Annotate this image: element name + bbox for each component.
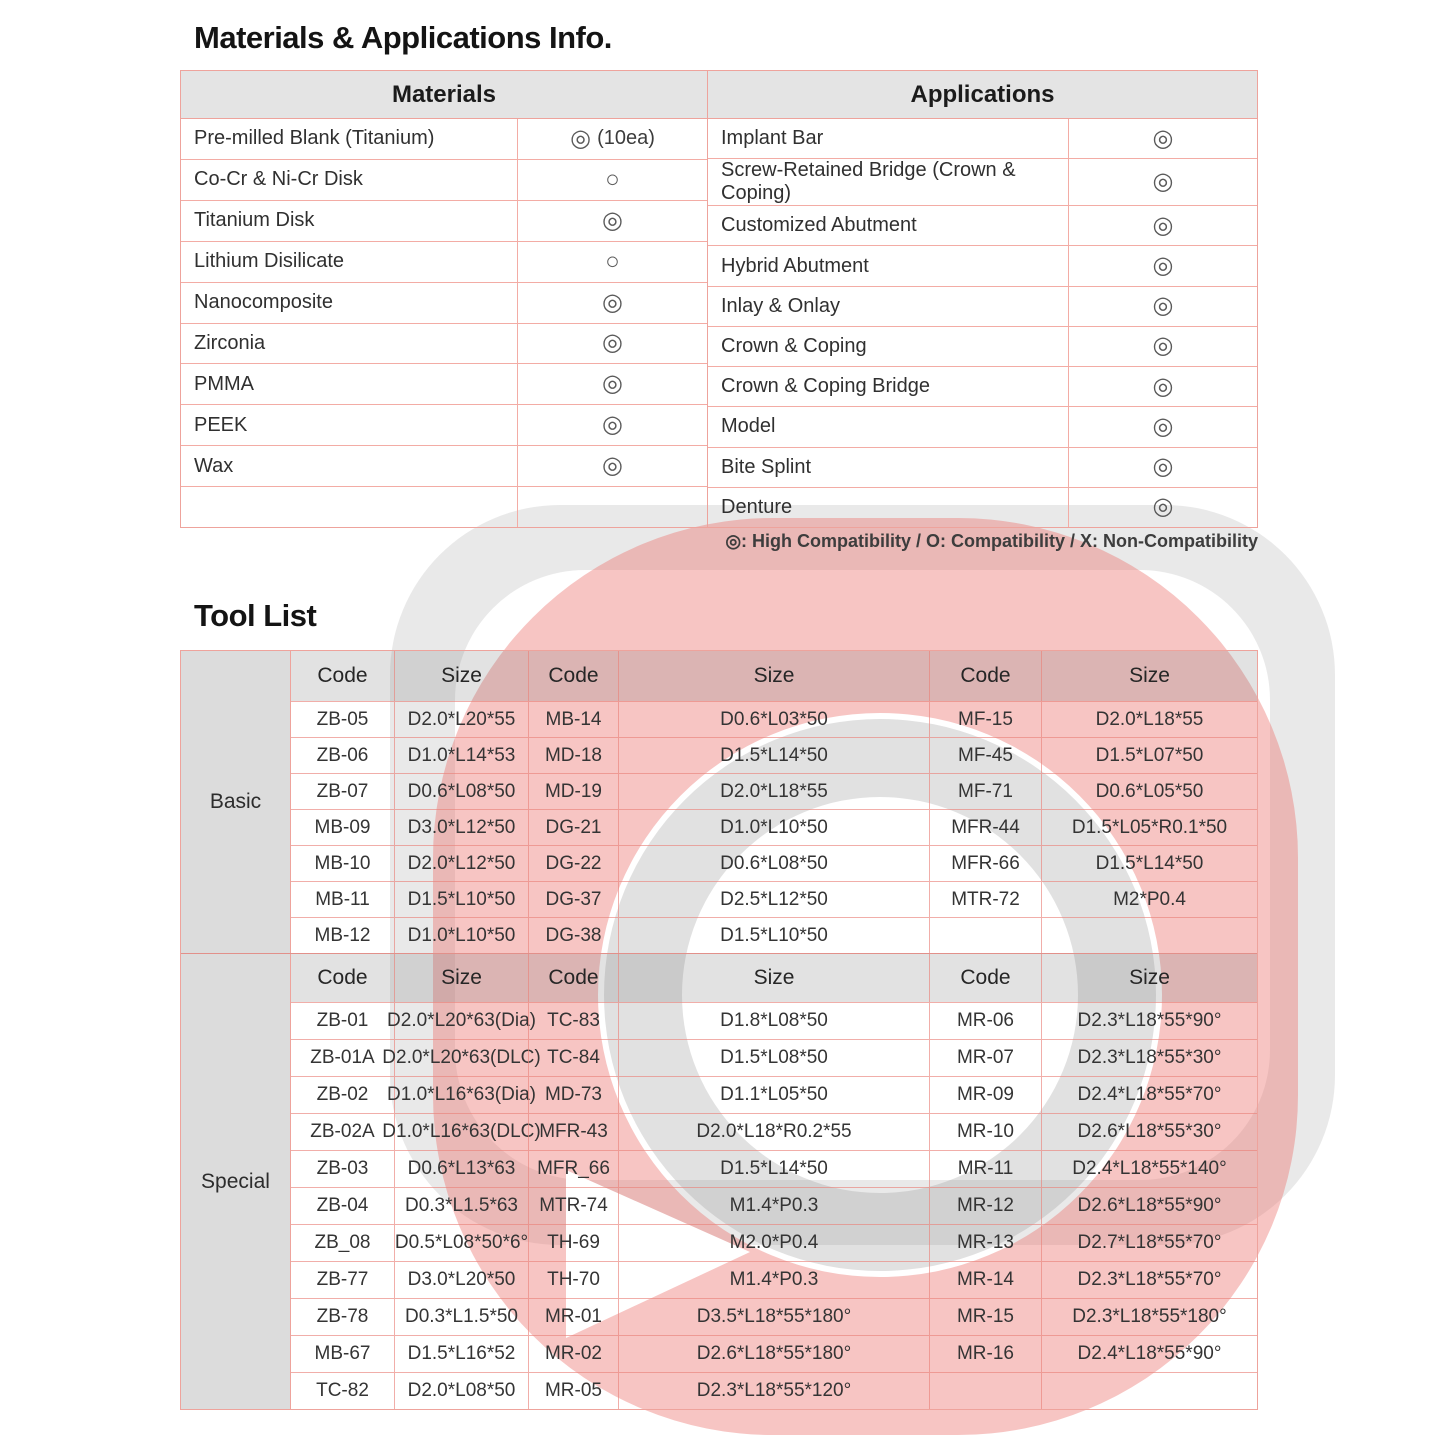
tool-size-cell: D1.8*L08*50: [618, 1003, 929, 1039]
materials-section-title: Materials & Applications Info.: [194, 20, 612, 55]
application-row: [708, 206, 1257, 246]
tool-size-cell: D2.0*L18*55: [618, 774, 929, 809]
tool-size-cell: D2.6*L18*55*30°: [1041, 1114, 1257, 1150]
tool-size-cell: D2.7*L18*55*70°: [1041, 1225, 1257, 1261]
tool-code-cell: MF-71: [929, 774, 1041, 809]
application-row: [708, 488, 1257, 527]
tool-size-cell: D2.3*L18*55*120°: [618, 1373, 929, 1409]
tool-size-cell: D0.3*L1.5*63: [394, 1188, 528, 1224]
tool-row: [291, 1335, 1257, 1372]
tool-code-cell: MR-07: [929, 1040, 1041, 1076]
tool-code-cell: ZB-04: [316, 1195, 369, 1216]
tool-size-cell: D2.0*L18*55: [1041, 702, 1257, 737]
tool-size-cell: D1.5*L07*50: [1041, 738, 1257, 773]
tool-code-cell: MB-09: [314, 816, 371, 838]
tool-row: [291, 917, 1257, 953]
tool-size-cell: M1.4*P0.3: [618, 1262, 929, 1298]
tool-code-cell: MF-15: [929, 702, 1041, 737]
material-row: [181, 405, 707, 446]
code-column-header: Code: [317, 966, 368, 989]
tool-size-cell: D1.1*L05*50: [618, 1077, 929, 1113]
material-compatibility-symbol: ◎: [602, 329, 623, 357]
material-row: [181, 364, 707, 405]
application-row: [708, 246, 1257, 286]
application-compatibility-symbol: ◎: [1152, 332, 1174, 360]
tool-size-cell: D0.6*L03*50: [618, 702, 929, 737]
tool-size-cell: D1.5*L14*50: [1041, 846, 1257, 881]
code-column-header: Code: [929, 954, 1041, 1002]
application-name: Crown & Coping: [708, 327, 1069, 366]
tool-size-cell: [1041, 1373, 1257, 1409]
tool-section-label: Special: [181, 954, 291, 1409]
tool-code-cell: MB-10: [314, 852, 371, 874]
tool-code-cell: ZB-03: [316, 1158, 369, 1179]
tool-code-cell: MR-15: [929, 1299, 1041, 1335]
tool-code-cell: ZB-77: [316, 1269, 369, 1290]
tool-section-basic: [181, 651, 1257, 953]
tool-row: [291, 845, 1257, 881]
tool-size-cell: M2*P0.4: [1041, 882, 1257, 917]
tool-code-cell: ZB-78: [316, 1306, 369, 1327]
tool-code-cell: DG-38: [528, 918, 618, 953]
size-column-header: Size: [394, 954, 528, 1002]
tool-code-cell: MTR-74: [528, 1188, 618, 1224]
tool-size-cell: D2.3*L18*55*180°: [1041, 1299, 1257, 1335]
tool-size-cell: D0.6*L08*50: [618, 846, 929, 881]
tool-row: [291, 701, 1257, 737]
tool-code-cell: MB-14: [528, 702, 618, 737]
tool-code-cell: ZB-05: [316, 708, 369, 730]
tool-code-cell: [929, 1373, 1041, 1409]
tool-header-row: [291, 651, 1257, 701]
tool-size-cell: D0.6*L05*50: [1041, 774, 1257, 809]
application-compatibility-symbol: ◎: [1152, 493, 1174, 521]
material-compatibility-symbol: ◎: [602, 288, 623, 316]
code-column-header: Code: [528, 651, 618, 701]
application-row: [708, 119, 1257, 159]
tool-size-cell: D2.6*L18*55*180°: [618, 1336, 929, 1372]
tool-size-cell: D3.0*L20*50: [394, 1262, 528, 1298]
material-row: [181, 242, 707, 283]
material-name: PEEK: [181, 405, 518, 445]
tool-size-cell: [1041, 918, 1257, 953]
material-name: Zirconia: [181, 324, 518, 364]
tool-code-cell: MR-11: [929, 1151, 1041, 1187]
tool-row: [291, 1187, 1257, 1224]
size-column-header: Size: [618, 954, 929, 1002]
application-compatibility-symbol: ◎: [1152, 453, 1174, 481]
tool-list-table: [180, 650, 1258, 1410]
tool-code-cell: TC-82: [316, 1380, 369, 1401]
tool-code-cell: ZB_08: [314, 1232, 371, 1253]
tool-code-cell: MR-10: [929, 1114, 1041, 1150]
tool-size-cell: D1.0*L16*63(DLC): [394, 1114, 528, 1150]
application-compatibility-symbol: ◎: [1152, 372, 1174, 400]
tool-code-cell: MR-14: [929, 1262, 1041, 1298]
tool-size-cell: M2.0*P0.4: [618, 1225, 929, 1261]
tool-row: [291, 1113, 1257, 1150]
tool-size-cell: D2.0*L12*50: [394, 846, 528, 881]
material-name: Co-Cr & Ni-Cr Disk: [181, 160, 518, 200]
material-compatibility-symbol: ◎ (10ea): [570, 124, 655, 152]
tool-code-cell: ZB-01: [316, 1010, 369, 1031]
materials-applications-table: [180, 70, 1258, 528]
material-row: [181, 446, 707, 487]
applications-column-header: Applications: [910, 80, 1055, 108]
tool-row: [291, 881, 1257, 917]
tool-section-special: [181, 953, 1257, 1409]
tool-size-cell: D2.5*L12*50: [618, 882, 929, 917]
tool-size-cell: D2.6*L18*55*90°: [1041, 1188, 1257, 1224]
code-column-header: Code: [317, 664, 368, 687]
tool-size-cell: D1.5*L14*50: [618, 1151, 929, 1187]
tool-header-row: [291, 954, 1257, 1002]
tool-code-cell: MTR-72: [929, 882, 1041, 917]
tool-size-cell: D1.5*L16*52: [394, 1336, 528, 1372]
material-name: Wax: [181, 446, 518, 486]
tool-size-cell: D2.4*L18*55*140°: [1041, 1151, 1257, 1187]
tool-size-cell: D0.3*L1.5*50: [394, 1299, 528, 1335]
application-name: Implant Bar: [708, 119, 1069, 158]
tool-code-cell: ZB-02A: [310, 1121, 375, 1142]
materials-table-header-row: [181, 71, 1257, 119]
application-name: Bite Splint: [708, 448, 1069, 487]
tool-row: [291, 1261, 1257, 1298]
tool-list-title: Tool List: [194, 598, 317, 633]
code-column-header: Code: [528, 954, 618, 1002]
material-name: Titanium Disk: [181, 201, 518, 241]
tool-size-cell: D2.0*L08*50: [394, 1373, 528, 1409]
tool-code-cell: MB-12: [314, 924, 371, 946]
material-name: PMMA: [181, 364, 518, 404]
tool-size-cell: D0.6*L13*63: [394, 1151, 528, 1187]
tool-code-cell: TH-70: [528, 1262, 618, 1298]
tool-code-cell: MB-67: [314, 1343, 371, 1364]
tool-size-cell: D0.6*L08*50: [394, 774, 528, 809]
tool-code-cell: TC-84: [528, 1040, 618, 1076]
material-compatibility-symbol: ◎: [602, 411, 623, 439]
tool-code-cell: MD-19: [528, 774, 618, 809]
tool-size-cell: D2.3*L18*55*90°: [1041, 1003, 1257, 1039]
application-compatibility-symbol: ◎: [1152, 412, 1174, 440]
tool-code-cell: MR-16: [929, 1336, 1041, 1372]
tool-size-cell: D2.0*L18*R0.2*55: [618, 1114, 929, 1150]
size-column-header: Size: [618, 651, 929, 701]
materials-column-header: Materials: [181, 71, 708, 118]
application-name: Denture: [708, 488, 1069, 527]
tool-code-cell: DG-22: [528, 846, 618, 881]
tool-size-cell: D0.5*L08*50*6°: [394, 1225, 528, 1261]
tool-code-cell: TH-69: [528, 1225, 618, 1261]
tool-size-cell: D1.5*L10*50: [394, 882, 528, 917]
tool-row: [291, 773, 1257, 809]
tool-row: [291, 1150, 1257, 1187]
tool-size-cell: D1.5*L08*50: [618, 1040, 929, 1076]
tool-code-cell: ZB-02: [316, 1084, 369, 1105]
material-name: Lithium Disilicate: [181, 242, 518, 282]
application-row: [708, 287, 1257, 327]
tool-code-cell: [929, 918, 1041, 953]
tool-code-cell: MR-12: [929, 1188, 1041, 1224]
tool-code-cell: MFR-44: [929, 810, 1041, 845]
tool-size-cell: M1.4*P0.3: [618, 1188, 929, 1224]
size-column-header: Size: [1041, 651, 1257, 701]
tool-code-cell: MD-18: [528, 738, 618, 773]
tool-code-cell: MR-05: [528, 1373, 618, 1409]
tool-row: [291, 1002, 1257, 1039]
tool-row: [291, 809, 1257, 845]
application-row: [708, 448, 1257, 488]
size-column-header: Size: [1041, 954, 1257, 1002]
application-row: [708, 159, 1257, 206]
tool-size-cell: D1.5*L10*50: [618, 918, 929, 953]
tool-code-cell: MD-73: [528, 1077, 618, 1113]
tool-size-cell: D1.0*L16*63(Dia): [394, 1077, 528, 1113]
material-compatibility-symbol: ◎: [602, 370, 623, 398]
tool-row: [291, 1039, 1257, 1076]
tool-code-cell: MR-09: [929, 1077, 1041, 1113]
material-row: [181, 283, 707, 324]
tool-code-cell: ZB-06: [316, 744, 369, 766]
application-compatibility-symbol: ◎: [1152, 252, 1174, 280]
application-name: Model: [708, 407, 1069, 446]
application-name: Customized Abutment: [708, 206, 1069, 245]
application-compatibility-symbol: ◎: [1152, 211, 1174, 239]
application-row: [708, 407, 1257, 447]
tool-code-cell: MFR_66: [528, 1151, 618, 1187]
application-compatibility-symbol: ◎: [1152, 124, 1174, 152]
tool-code-cell: MFR-66: [929, 846, 1041, 881]
material-name: [181, 487, 518, 527]
tool-code-cell: MB-11: [315, 888, 370, 910]
material-compatibility-symbol: [518, 487, 707, 527]
material-compatibility-symbol: ○: [605, 247, 620, 275]
material-compatibility-symbol: ◎: [602, 206, 623, 234]
tool-size-cell: D1.0*L14*53: [394, 738, 528, 773]
size-column-header: Size: [394, 651, 528, 701]
material-name: Pre-milled Blank (Titanium): [181, 119, 518, 159]
tool-size-cell: D1.0*L10*50: [618, 810, 929, 845]
code-column-header: Code: [929, 651, 1041, 701]
tool-size-cell: D2.0*L20*63(DLC): [394, 1040, 528, 1076]
tool-size-cell: D2.4*L18*55*70°: [1041, 1077, 1257, 1113]
materials-column: [181, 119, 708, 527]
compatibility-legend: ◎: High Compatibility / O: Compatibility / X: Non-Compatibility: [725, 531, 1258, 551]
tool-code-cell: ZB-07: [316, 780, 369, 802]
tool-section-label: Basic: [181, 651, 291, 953]
tool-size-cell: D1.5*L14*50: [618, 738, 929, 773]
application-name: Crown & Coping Bridge: [708, 367, 1069, 406]
tool-code-cell: MF-45: [929, 738, 1041, 773]
tool-size-cell: D2.3*L18*55*30°: [1041, 1040, 1257, 1076]
tool-code-cell: ZB-01A: [310, 1047, 375, 1068]
material-quantity-note: (10ea): [597, 127, 655, 150]
tool-size-cell: D3.5*L18*55*180°: [618, 1299, 929, 1335]
application-row: [708, 367, 1257, 407]
tool-code-cell: TC-83: [528, 1003, 618, 1039]
tool-size-cell: D1.0*L10*50: [394, 918, 528, 953]
tool-size-cell: D2.0*L20*63(Dia): [394, 1003, 528, 1039]
material-row: [181, 324, 707, 365]
tool-size-cell: D2.0*L20*55: [394, 702, 528, 737]
tool-row: [291, 1298, 1257, 1335]
tool-size-cell: D2.3*L18*55*70°: [1041, 1262, 1257, 1298]
tool-code-cell: MR-13: [929, 1225, 1041, 1261]
application-row: [708, 327, 1257, 367]
applications-column: [708, 119, 1257, 527]
tool-row: [291, 1224, 1257, 1261]
application-name: Inlay & Onlay: [708, 287, 1069, 326]
tool-code-cell: DG-21: [528, 810, 618, 845]
tool-row: [291, 1372, 1257, 1409]
material-row: [181, 201, 707, 242]
tool-code-cell: MR-06: [929, 1003, 1041, 1039]
tool-size-cell: D1.5*L05*R0.1*50: [1041, 810, 1257, 845]
tool-size-cell: D2.4*L18*55*90°: [1041, 1336, 1257, 1372]
material-compatibility-symbol: ◎: [602, 452, 623, 480]
tool-code-cell: MFR-43: [528, 1114, 618, 1150]
material-row: [181, 160, 707, 201]
tool-code-cell: DG-37: [528, 882, 618, 917]
application-name: Screw-Retained Bridge (Crown & Coping): [708, 159, 1069, 205]
application-compatibility-symbol: ◎: [1152, 292, 1174, 320]
tool-code-cell: MR-01: [528, 1299, 618, 1335]
tool-row: [291, 1076, 1257, 1113]
tool-size-cell: D3.0*L12*50: [394, 810, 528, 845]
tool-row: [291, 737, 1257, 773]
application-name: Hybrid Abutment: [708, 246, 1069, 285]
material-name: Nanocomposite: [181, 283, 518, 323]
material-row: [181, 119, 707, 160]
application-compatibility-symbol: ◎: [1152, 168, 1174, 196]
material-compatibility-symbol: ○: [605, 165, 620, 193]
tool-code-cell: MR-02: [528, 1336, 618, 1372]
material-row: [181, 487, 707, 527]
